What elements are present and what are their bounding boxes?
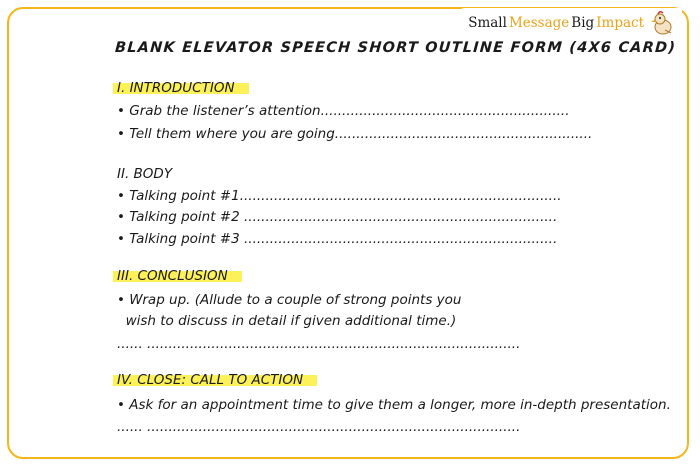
close-item-appointment: • Ask for an appointment time to give them a longer, more in-depth presentation. [117, 397, 671, 413]
brand-word-big: Big [571, 15, 595, 31]
brand-word-impact: Impact [596, 15, 644, 31]
brand-logo [462, 8, 682, 38]
close-blank-line: ...... ....................................................................................... [117, 419, 521, 435]
brand-word-message: Message [508, 15, 570, 31]
conclusion-blank-line: ...... ....................................................................................... [117, 336, 521, 352]
body-item-point-2: • Talking point #2 ......................................................................... [117, 209, 558, 225]
body-item-point-1: • Talking point #1........................................................................... [117, 188, 562, 204]
intro-item-where-going: • Tell them where you are going............................................................ [117, 126, 593, 142]
introduction-heading-text: I. INTRODUCTION [113, 80, 249, 96]
section-introduction-heading [117, 80, 249, 96]
conclusion-item-wrap-up: • Wrap up. (Allude to a couple of strong points you [117, 292, 462, 308]
brand-word-small: Small [468, 15, 507, 31]
section-close-heading [117, 372, 317, 388]
close-heading-text: IV. CLOSE: CALL TO ACTION [113, 372, 317, 388]
conclusion-item-wrap-up-cont: wish to discuss in detail if given additional time.) [117, 313, 457, 329]
conclusion-heading-text: III. CONCLUSION [113, 268, 242, 284]
section-body-heading: II. BODY [117, 166, 173, 182]
body-item-point-3: • Talking point #3 ......................................................................... [117, 231, 558, 247]
pelican-logo-icon [650, 10, 676, 36]
intro-item-attention: • Grab the listener’s attention.......................................................... [117, 103, 570, 119]
section-conclusion-heading [117, 268, 242, 284]
page-title: BLANK ELEVATOR SPEECH SHORT OUTLINE FORM (4X6 CARD) [114, 40, 677, 56]
